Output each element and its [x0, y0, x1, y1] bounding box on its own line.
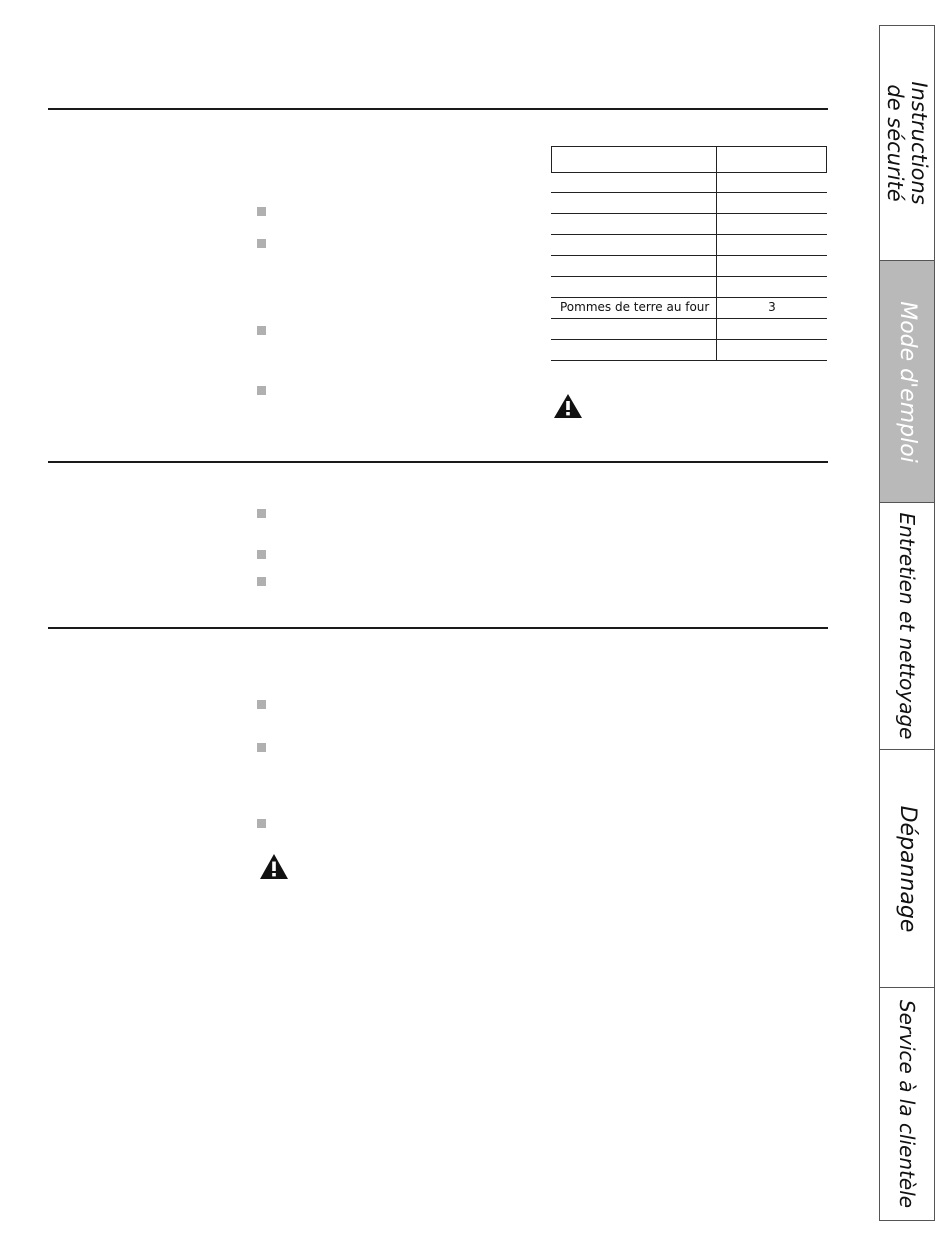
tab-service-clientele[interactable]	[880, 988, 934, 1220]
tab-instructions-securite[interactable]	[880, 26, 934, 261]
tab-label: Dépannage	[895, 805, 920, 932]
square-bullet-icon	[257, 386, 266, 395]
section-divider	[48, 461, 828, 463]
tab-label: Entretien et nettoyage	[895, 512, 919, 740]
square-bullet-icon	[257, 207, 266, 216]
table-row	[551, 192, 827, 214]
tab-depannage[interactable]	[880, 750, 934, 988]
table-row	[551, 318, 827, 340]
square-bullet-icon	[257, 326, 266, 335]
section-divider	[48, 627, 828, 629]
table-cell-food: Pommes de terre au four	[560, 300, 710, 314]
square-bullet-icon	[257, 819, 266, 828]
table-row	[551, 339, 827, 361]
tab-label: Mode d'emploi	[895, 300, 920, 463]
table-row	[551, 171, 827, 193]
table-header	[551, 146, 827, 173]
tab-label: Service à la clientèle	[895, 999, 919, 1209]
tab-entretien-nettoyage[interactable]	[880, 503, 934, 750]
square-bullet-icon	[257, 577, 266, 586]
square-bullet-icon	[257, 743, 266, 752]
tab-label-line: Instructions	[907, 81, 931, 205]
square-bullet-icon	[257, 700, 266, 709]
tab-label-line: de sécurité	[883, 84, 907, 202]
square-bullet-icon	[257, 509, 266, 518]
tab-mode-emploi[interactable]	[880, 261, 934, 503]
table-cell-qty: 3	[768, 300, 776, 314]
table-row	[551, 234, 827, 256]
tab-label	[883, 81, 931, 204]
table-row	[551, 213, 827, 235]
warning-triangle-icon	[553, 393, 583, 419]
section-tabs	[879, 25, 935, 1221]
square-bullet-icon	[257, 239, 266, 248]
table-row	[551, 255, 827, 277]
section-divider	[48, 108, 828, 110]
square-bullet-icon	[257, 550, 266, 559]
table-row	[551, 297, 827, 319]
table-row	[551, 276, 827, 298]
warning-triangle-icon	[259, 853, 289, 880]
